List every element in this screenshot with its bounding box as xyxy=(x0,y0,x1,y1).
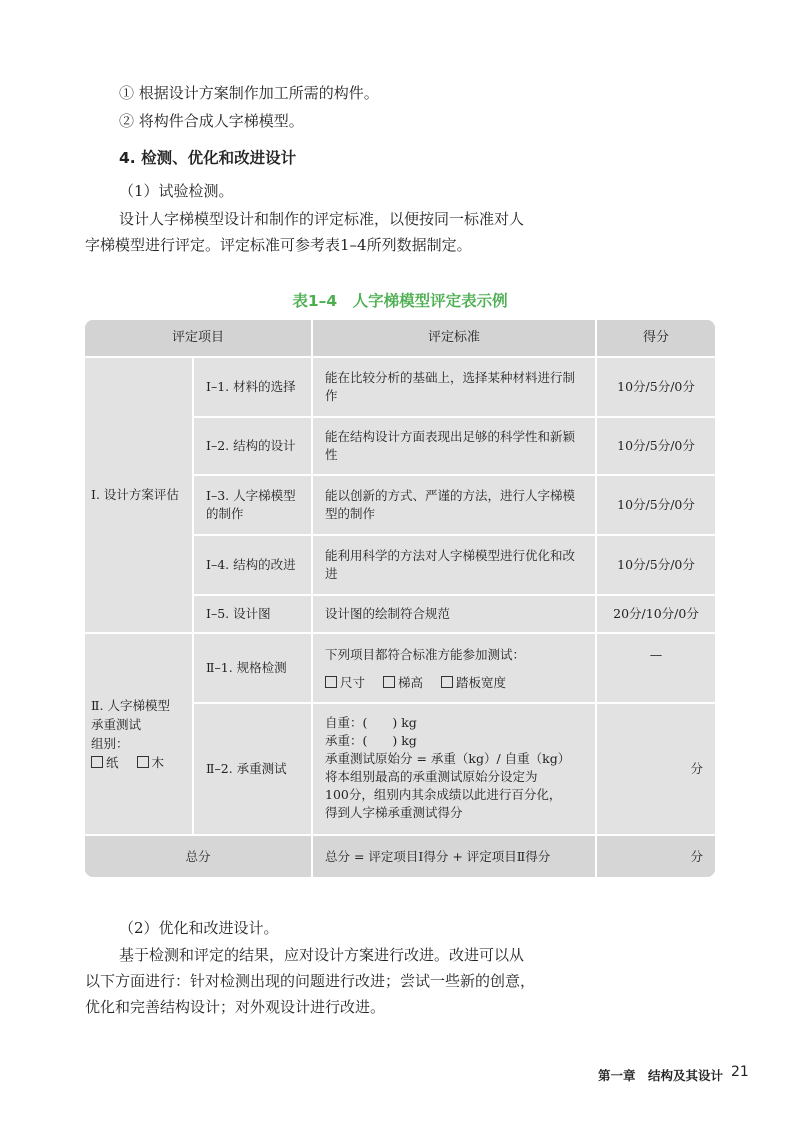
row-2-item: Ⅰ–2. 结构的设计 xyxy=(194,418,313,476)
paragraph-2-line-2: 以下方面进行：针对检测出现的问题进行改进；尝试一些新的创意， xyxy=(85,972,536,990)
row-5-score: 20分/10分/0分 xyxy=(597,596,715,634)
row-4-score: 10分/5分/0分 xyxy=(597,536,715,596)
header-standard: 评定标准 xyxy=(313,320,597,358)
step-1-text: ① 根据设计方案制作加工所需的构件。 xyxy=(119,84,379,102)
row-2-score: 10分/5分/0分 xyxy=(597,418,715,476)
wood-option-label: 木 xyxy=(151,755,165,770)
row-7-standard xyxy=(313,704,597,836)
row-6-item: Ⅱ–1. 规格检测 xyxy=(194,634,313,704)
row-7-item: Ⅱ–2. 承重测试 xyxy=(194,704,313,836)
row-3-standard: 能以创新的方式、严谨的方法，进行人字梯模型的制作 xyxy=(313,476,597,536)
tread-width-checkbox[interactable] xyxy=(441,676,453,688)
section-heading: 4. 检测、优化和改进设计 xyxy=(119,149,297,167)
row-1-score: 10分/5分/0分 xyxy=(597,358,715,418)
wood-checkbox[interactable] xyxy=(137,756,149,768)
group-2-label-line-3: 组别： xyxy=(91,736,129,751)
row-3-score: 10分/5分/0分 xyxy=(597,476,715,536)
row-4-standard: 能利用科学的方法对人字梯模型进行优化和改进 xyxy=(313,536,597,596)
normalize-line-3: 得到人字梯承重测试得分 xyxy=(325,805,463,820)
row-2-standard: 能在结构设计方面表现出足够的科学性和新颖性 xyxy=(313,418,597,476)
row-5-standard: 设计图的绘制符合规范 xyxy=(313,596,597,634)
row-6-score: — xyxy=(597,634,715,704)
paragraph-1-line-2: 字梯模型进行评定。评定标准可参考表1–4所列数据制定。 xyxy=(85,236,472,254)
paper-option-label: 纸 xyxy=(106,755,119,770)
height-checkbox[interactable] xyxy=(383,676,395,688)
group-1-label xyxy=(85,358,194,634)
paragraph-1-line-1: 设计人字梯模型设计和制作的评定标准，以便按同一标准对人 xyxy=(119,210,525,228)
paragraph-2-line-3: 优化和完善结构设计；对外观设计进行改进。 xyxy=(85,998,386,1016)
row-3-item: Ⅰ–3. 人字梯模型的制作 xyxy=(194,476,313,536)
row-4-item: Ⅰ–4. 结构的改进 xyxy=(194,536,313,596)
header-score: 得分 xyxy=(597,320,715,358)
total-score: 分 xyxy=(597,836,715,877)
page-number: 21 xyxy=(731,1064,749,1080)
total-label: 总分 xyxy=(85,836,313,877)
group-2-label-line-1: Ⅱ. 人字梯模型 xyxy=(91,698,170,713)
self-weight-line: 自重：( ) kg xyxy=(325,715,417,730)
group-1-label-text: Ⅰ. 设计方案评估 xyxy=(91,487,179,502)
paragraph-2-line-1: 基于检测和评定的结果，应对设计方案进行改进。改进可以从 xyxy=(119,946,525,964)
height-label: 梯高 xyxy=(398,675,424,690)
group-2-label xyxy=(85,634,194,836)
table-caption: 表1–4 人字梯模型评定表示例 xyxy=(292,292,508,310)
normalize-line-1: 将本组别最高的承重测试原始分设定为 xyxy=(325,769,538,784)
row-1-standard: 能在比较分析的基础上，选择某种材料进行制作 xyxy=(313,358,597,418)
chapter-title: 第一章 结构及其设计 xyxy=(598,1068,724,1083)
size-checkbox[interactable] xyxy=(325,676,337,688)
row-5-item: Ⅰ–5. 设计图 xyxy=(194,596,313,634)
raw-score-line: 承重测试原始分 = 承重（kg）/ 自重（kg） xyxy=(325,751,571,766)
step-2-text: ② 将构件合成人字梯模型。 xyxy=(119,112,304,130)
paper-checkbox[interactable] xyxy=(91,756,103,768)
subsection-2-title: （2）优化和改进设计。 xyxy=(119,919,279,937)
header-item: 评定项目 xyxy=(85,320,313,358)
normalize-line-2: 100分，组别内其余成绩以此进行百分化， xyxy=(325,787,562,802)
row-1-item: Ⅰ–1. 材料的选择 xyxy=(194,358,313,418)
load-line: 承重：( ) kg xyxy=(325,733,417,748)
group-2-label-line-2: 承重测试 xyxy=(91,717,142,732)
spec-check-intro: 下列项目都符合标准方能参加测试： xyxy=(325,647,526,662)
total-formula: 总分 = 评定项目Ⅰ得分 + 评定项目Ⅱ得分 xyxy=(313,836,597,877)
subsection-1-title: （1）试验检测。 xyxy=(119,182,234,200)
evaluation-table xyxy=(85,320,715,877)
row-6-standard xyxy=(313,634,597,704)
tread-width-label: 踏板宽度 xyxy=(456,675,507,690)
size-label: 尺寸 xyxy=(340,675,366,690)
row-7-score: 分 xyxy=(597,704,715,836)
